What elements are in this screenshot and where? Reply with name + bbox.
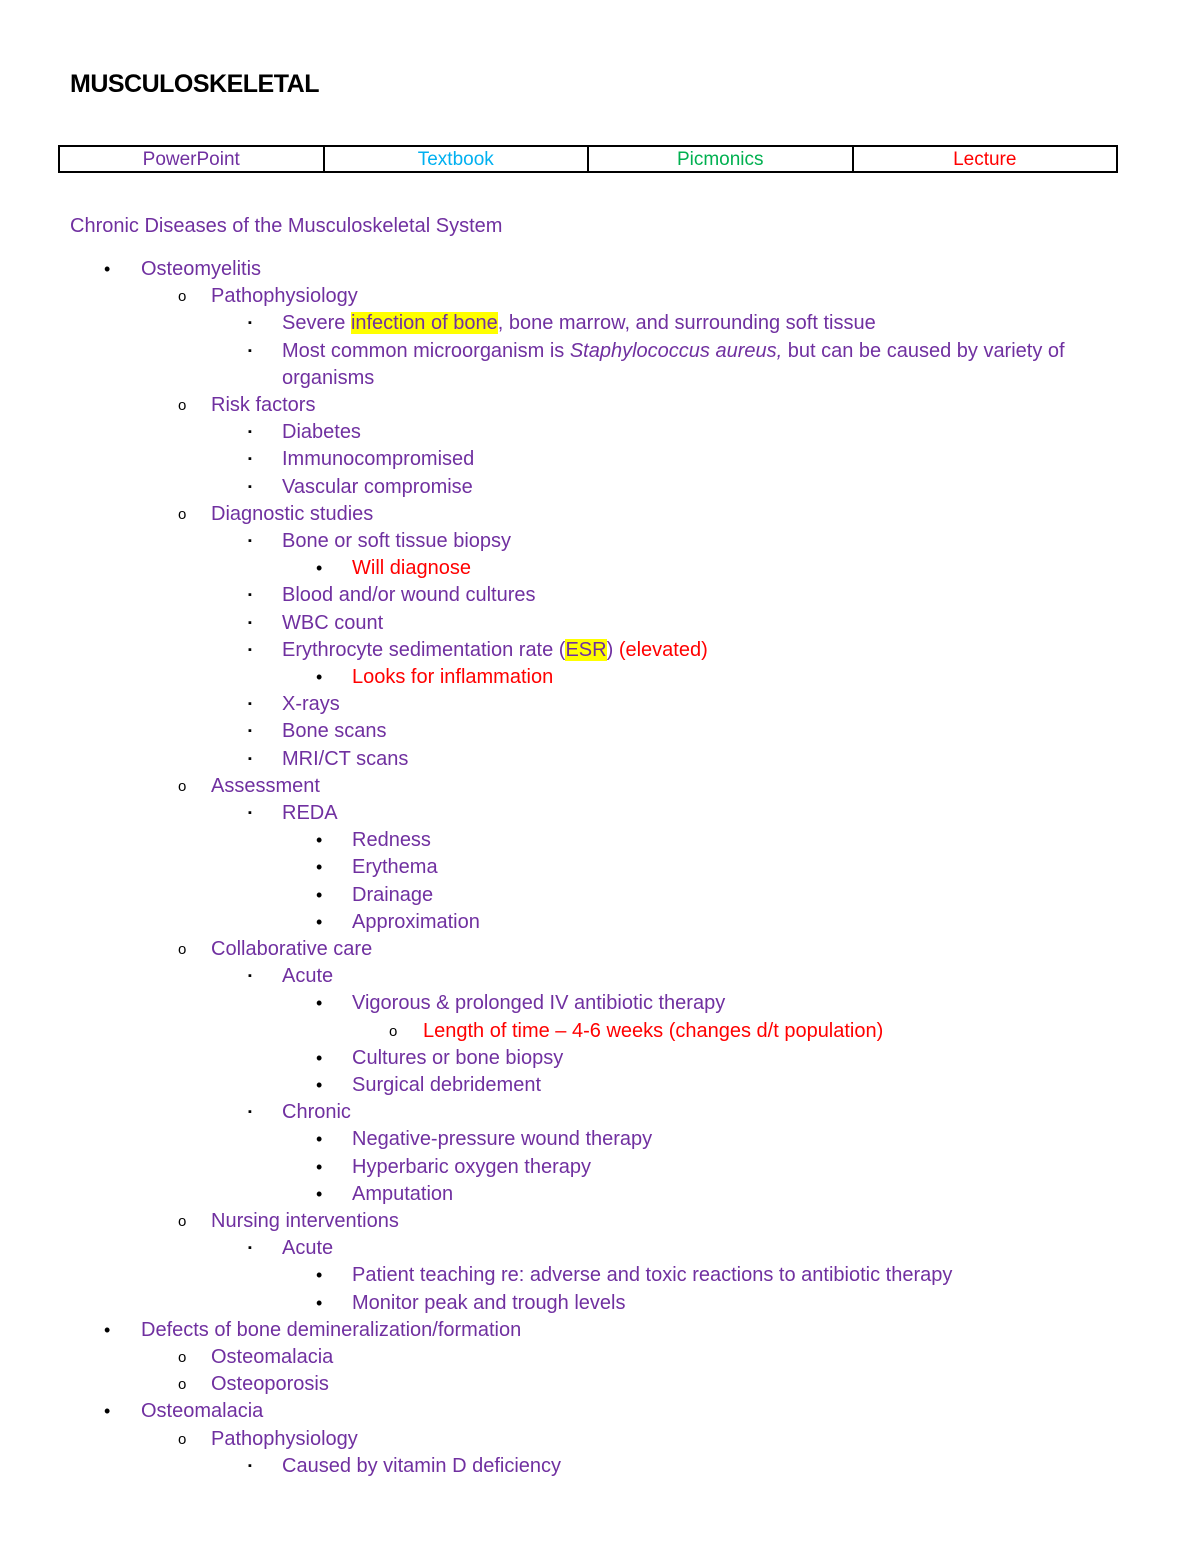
list-item — [104, 1398, 264, 1425]
list-item-text: Most common microorganism is — [282, 340, 570, 362]
list-item-text: Defects of bone demineralization/formation — [141, 1319, 522, 1341]
list-item-text: Erythema — [352, 856, 438, 878]
list-item-text: Bone scans — [282, 720, 387, 742]
list-item-text: Chronic — [282, 1101, 351, 1123]
list-item-text: infection of bone — [350, 312, 498, 334]
bullet-dot-icon: • — [104, 1401, 111, 1421]
list-item — [389, 1018, 884, 1045]
list-item — [316, 664, 554, 691]
list-item — [316, 1290, 626, 1317]
bullet-dot-icon: • — [316, 1048, 323, 1068]
bullet-dot-icon: • — [316, 1184, 323, 1204]
bullet-circle-icon: o — [178, 288, 187, 305]
list-item — [248, 1099, 351, 1126]
list-item-text: Collaborative care — [211, 938, 373, 960]
bullet-dot-icon: • — [316, 1265, 323, 1285]
list-item-text: Pathophysiology — [211, 1428, 358, 1450]
list-item-text: Acute — [282, 965, 334, 987]
bullet-dot-icon: • — [104, 1320, 111, 1340]
bullet-dot-icon: • — [316, 1129, 323, 1149]
list-item — [316, 882, 434, 909]
list-item — [248, 310, 876, 337]
list-item-text: REDA — [282, 802, 338, 824]
bullet-square-icon: ▪ — [248, 725, 252, 737]
bullet-square-icon: ▪ — [248, 753, 252, 765]
list-item — [178, 392, 316, 419]
list-item — [248, 691, 340, 718]
bullet-circle-icon: o — [389, 1023, 398, 1040]
legend-picmonics: Picmonics — [589, 147, 854, 171]
list-item — [316, 854, 438, 881]
list-item — [248, 800, 338, 827]
list-item-text: Immunocompromised — [282, 448, 475, 470]
bullet-square-icon: ▪ — [248, 644, 252, 656]
bullet-square-icon: ▪ — [248, 426, 252, 438]
bullet-circle-icon: o — [178, 1376, 187, 1393]
bullet-dot-icon: • — [316, 1293, 323, 1313]
list-item — [316, 1045, 564, 1072]
list-item-text: Negative-pressure wound therapy — [352, 1128, 653, 1150]
list-item — [248, 474, 473, 501]
bullet-dot-icon: • — [316, 830, 323, 850]
list-item — [178, 1208, 399, 1235]
bullet-dot-icon: • — [316, 912, 323, 932]
list-item-text: Nursing interventions — [211, 1210, 399, 1232]
bullet-square-icon: ▪ — [248, 807, 252, 819]
list-item — [104, 256, 262, 283]
bullet-circle-icon: o — [178, 1213, 187, 1230]
legend-textbook: Textbook — [325, 147, 590, 171]
bullet-dot-icon: • — [316, 667, 323, 687]
list-item-text: WBC count — [282, 612, 384, 634]
list-item-text: Risk factors — [211, 394, 316, 416]
bullet-square-icon: ▪ — [248, 481, 252, 493]
list-item — [316, 1126, 653, 1153]
bullet-circle-icon: o — [178, 1349, 187, 1366]
list-item — [178, 501, 374, 528]
list-item — [248, 1235, 334, 1262]
legend-lecture: Lecture — [953, 149, 1017, 170]
list-item — [178, 1344, 334, 1371]
list-item-text: Diabetes — [282, 421, 361, 443]
list-item — [248, 718, 387, 745]
color-legend-table — [58, 145, 1118, 173]
bullet-circle-icon: o — [178, 778, 187, 795]
list-item — [316, 1154, 592, 1181]
bullet-dot-icon: • — [316, 857, 323, 877]
list-item-text: Osteomyelitis — [141, 258, 262, 280]
section-heading: Chronic Diseases of the Musculoskeletal System — [70, 215, 503, 237]
list-item-text: Monitor peak and trough levels — [352, 1292, 626, 1314]
list-item — [178, 773, 320, 800]
list-item — [316, 1262, 953, 1289]
list-item-text: ESR — [565, 639, 607, 661]
list-item-text: Acute — [282, 1237, 334, 1259]
list-item-text: (elevated) — [618, 639, 708, 661]
list-item-text: Osteomalacia — [211, 1346, 334, 1368]
list-item — [248, 528, 512, 555]
bullet-circle-icon: o — [178, 1431, 187, 1448]
bullet-square-icon: ▪ — [248, 589, 252, 601]
bullet-dot-icon: • — [316, 1075, 323, 1095]
list-item — [316, 1181, 454, 1208]
list-item-text: Cultures or bone biopsy — [352, 1047, 564, 1069]
list-item — [316, 1072, 541, 1099]
list-item — [248, 1453, 562, 1480]
list-item — [248, 637, 708, 664]
bullet-dot-icon: • — [104, 259, 111, 279]
list-item-text: Bone or soft tissue biopsy — [282, 530, 512, 552]
bullet-square-icon: ▪ — [248, 453, 252, 465]
list-item — [104, 1317, 522, 1344]
bullet-square-icon: ▪ — [248, 698, 252, 710]
list-item-text: ) — [606, 639, 619, 661]
list-item-text: , bone marrow, and surrounding soft tissue — [497, 312, 876, 334]
list-item-text: Vascular compromise — [282, 476, 473, 498]
list-item — [178, 1371, 329, 1398]
list-item-text: Redness — [352, 829, 431, 851]
bullet-dot-icon: • — [316, 558, 323, 578]
list-item — [178, 283, 358, 310]
bullet-square-icon: ▪ — [248, 535, 252, 547]
bullet-dot-icon: • — [316, 993, 323, 1013]
list-item-text: but can be caused by variety of — [782, 340, 1065, 362]
list-item — [248, 746, 409, 773]
list-item-text: Approximation — [352, 911, 480, 933]
list-item-text: Vigorous & prolonged IV antibiotic therapy — [352, 992, 726, 1014]
list-item-text: Severe — [282, 312, 351, 334]
list-item — [282, 365, 374, 392]
list-item — [178, 1426, 358, 1453]
bullet-square-icon: ▪ — [248, 317, 252, 329]
bullet-square-icon: ▪ — [248, 617, 252, 629]
list-item-text: Erythrocyte sedimentation rate ( — [282, 639, 566, 661]
list-item-text: Length of time – 4-6 weeks (changes d/t population) — [423, 1020, 884, 1042]
list-item-text: Patient teaching re: adverse and toxic reactions to antibiotic therapy — [352, 1264, 953, 1286]
list-item — [248, 419, 361, 446]
list-item-text: Surgical debridement — [352, 1074, 541, 1096]
bullet-square-icon: ▪ — [248, 345, 252, 357]
bullet-circle-icon: o — [178, 941, 187, 958]
list-item-text: organisms — [282, 367, 375, 389]
list-item-text: Pathophysiology — [211, 285, 358, 307]
bullet-dot-icon: • — [316, 885, 323, 905]
bullet-square-icon: ▪ — [248, 1460, 252, 1472]
list-item-text: Caused by vitamin D deficiency — [282, 1455, 562, 1477]
list-item-text: Osteoporosis — [211, 1373, 329, 1395]
list-item-text: Blood and/or wound cultures — [282, 584, 536, 606]
page-title: MUSCULOSKELETAL — [70, 70, 319, 98]
list-item-text: MRI/CT scans — [282, 748, 409, 770]
list-item — [248, 582, 536, 609]
bullet-square-icon: ▪ — [248, 1242, 252, 1254]
list-item — [316, 909, 480, 936]
bullet-square-icon: ▪ — [248, 970, 252, 982]
list-item-text: Amputation — [352, 1183, 454, 1205]
list-item-text: Osteomalacia — [141, 1400, 264, 1422]
list-item — [178, 936, 373, 963]
list-item — [316, 827, 431, 854]
list-item-text: Hyperbaric oxygen therapy — [352, 1156, 592, 1178]
bullet-square-icon: ▪ — [248, 1106, 252, 1118]
bullet-circle-icon: o — [178, 397, 187, 414]
list-item-text: X-rays — [282, 693, 340, 715]
list-item — [248, 610, 384, 637]
list-item — [316, 555, 471, 582]
list-item — [248, 963, 334, 990]
list-item-text: Will diagnose — [352, 557, 471, 579]
list-item — [316, 990, 726, 1017]
bullet-circle-icon: o — [178, 506, 187, 523]
list-item-text: Drainage — [352, 884, 434, 906]
list-item — [248, 446, 475, 473]
list-item-text: Staphylococcus aureus, — [569, 340, 783, 362]
list-item-text: Looks for inflammation — [352, 666, 554, 688]
list-item-text: Diagnostic studies — [211, 503, 374, 525]
bullet-dot-icon: • — [316, 1157, 323, 1177]
list-item — [248, 338, 1065, 365]
list-item-text: Assessment — [211, 775, 320, 797]
legend-powerpoint: PowerPoint — [60, 147, 325, 171]
